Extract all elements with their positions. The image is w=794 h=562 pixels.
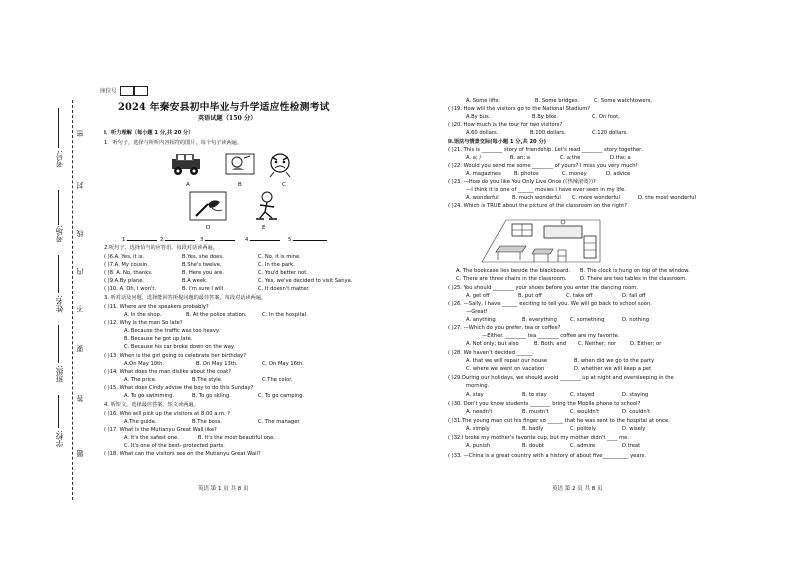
option: D. wisely	[622, 426, 646, 432]
question-32: ( )32.I broke my mother's favorite cup, but my mother didn't ____ me.	[448, 435, 630, 441]
part-instruction: 1．听句子，选择与所听内容相符的图片，每个句子读两遍。	[104, 140, 243, 146]
question-10: ( )10. A. Oh, I won't.	[104, 286, 157, 292]
option: D. There are two tables in the classroom.	[580, 276, 687, 282]
question-14: ( )14. What does the man dislike about the coat?	[104, 369, 231, 375]
part-instruction: 4. 听短文，选择最佳答案。短文读两遍。	[104, 402, 199, 408]
question-8: ( )8. A. No, thanks.	[104, 270, 153, 276]
option: B. mustn't	[522, 409, 549, 415]
question-31: ( )31.The young man cut his finger so ______ that he was sent to the hospital at once.	[448, 418, 670, 424]
class-line	[58, 325, 59, 363]
question-11: ( )11. Where are the speakers probably?	[104, 304, 209, 310]
question-12: ( )12. Why is the man So late?	[104, 320, 183, 326]
answer-blank-3: 3.	[200, 237, 235, 243]
option: A. Not only; but also	[466, 341, 519, 347]
question-26: ( )26. —Sally, I have ______ exciting to tell you. We will go back to school soon.	[448, 301, 652, 307]
option: D. fall off	[622, 293, 646, 299]
option: B.By bike.	[532, 114, 558, 120]
option: D. Either; or	[630, 341, 662, 347]
exam-room-line	[58, 190, 59, 225]
option: C. It doesn't matter.	[258, 286, 310, 292]
option: C. On foot,	[592, 114, 620, 120]
option: C. The manager.	[258, 419, 301, 425]
option: B. At the police station.	[186, 312, 247, 318]
option: B. Because he got up late.	[124, 336, 193, 342]
option: C. There are three chairs in the classroom.	[456, 276, 567, 282]
class-label: 班级:	[55, 365, 64, 383]
option: C. politely	[570, 426, 597, 432]
picture-label: A	[186, 182, 190, 188]
picture-label: B	[238, 182, 242, 188]
option: D. the most wonderful	[638, 195, 696, 201]
question-30: ( )30. Don't you know students ________ bring the Mobile phone to school?	[448, 401, 641, 407]
option: A.On May 10th.	[124, 361, 165, 367]
question-27: ( )27. —Which do you prefer, tea or coffee?	[448, 325, 561, 331]
option: B. everything	[522, 317, 557, 323]
seal-dashed-line	[72, 100, 73, 500]
option: D. couldn't	[622, 409, 651, 415]
question-24: ( )24. Which is TRUE about the picture of the classroom on the right?	[448, 203, 628, 209]
question-16: ( )16. Who will pick up the visitors at 8:00 a.m. ?	[104, 411, 231, 417]
answer-blank-1: 1.	[122, 237, 157, 243]
option: A. a; /	[466, 155, 482, 161]
answer-blank-2: 2.	[160, 237, 195, 243]
seat-number	[100, 86, 148, 96]
question-9: ( )9.A.By plane.	[104, 278, 145, 284]
picture-label: D	[206, 225, 211, 231]
option: D. nothing	[622, 317, 650, 323]
picture-b-sick-person	[222, 150, 258, 178]
seal-char: 答	[76, 395, 84, 402]
option: B.100 dollars.	[530, 130, 566, 136]
option: C. Some watchtowers,	[594, 98, 653, 104]
option: A. To go swimming.	[124, 393, 175, 399]
question-7: ( )7.A. My cousin.	[104, 262, 149, 268]
option: B. when did we go to the party	[574, 358, 655, 364]
option: A. magazines	[466, 171, 501, 177]
option: A. needn't	[466, 409, 493, 415]
school-label: 学校:	[55, 430, 64, 448]
option: B. badly	[522, 426, 544, 432]
answer-blank-4: 4.	[245, 237, 280, 243]
option: B. On May 13th.	[196, 361, 238, 367]
option: C. In the park.	[258, 262, 295, 268]
option: B.A week.	[182, 278, 208, 284]
question-28: ( )28. We haven't decided ______.	[448, 350, 534, 356]
option: B. to stay	[522, 392, 547, 398]
option: B. To go skiing.	[192, 393, 231, 399]
exam-no-line	[58, 108, 59, 148]
option: B. doubt	[522, 443, 544, 449]
question-20: ( )20. How much is the tour for two visitors?	[448, 122, 563, 128]
dialog-line: —Either. ________ tea ________ coffee are my favorite.	[482, 333, 620, 339]
option: C. To go camping.	[258, 393, 305, 399]
option: C. where we went on vacation	[466, 366, 545, 372]
dialog-line: morning.	[466, 383, 490, 389]
option: C. Yes, we've decided to visit Sanya.	[258, 278, 353, 284]
seat-box[interactable]	[120, 86, 134, 96]
option: D.the; a	[610, 155, 631, 161]
option: A. The price.	[124, 377, 157, 383]
seal-char: 要	[76, 345, 84, 352]
option: A. In the shop.	[124, 312, 162, 318]
dialog-line: —Great!	[466, 309, 488, 315]
option: C. Because his car broke down on the way.	[124, 344, 235, 350]
section-heading: I．听力理解（每小题 1 分,共 20 分）	[104, 130, 194, 136]
page-footer: 英语 第 2 页 共 8 页	[552, 486, 603, 492]
option: D. whether we will keep a pet	[574, 366, 652, 372]
picture-label: E	[262, 225, 266, 231]
option: C. admire	[570, 443, 596, 449]
option: B. photos	[514, 171, 539, 177]
option: C. In the hospital.	[262, 312, 308, 318]
option: C. money	[562, 171, 587, 177]
seal-char: 线	[76, 230, 84, 237]
question-23: ( )23. —How do you like You Only Live Once (《热辣滚烫》)?	[448, 179, 596, 185]
question-17: ( )17. What is the Mutianyu Great Wall like?	[104, 427, 217, 433]
option: A. Some lifts.	[466, 98, 501, 104]
seal-char: 不	[76, 305, 84, 312]
option: B.Yes, she does.	[182, 254, 224, 260]
section-heading: II.语法与情景交际(每小题 1 分,共 20 分)	[448, 139, 547, 145]
option: A. that we will repair our house	[466, 358, 548, 364]
option: C.120 dollars.	[592, 130, 628, 136]
option: A. get off	[466, 293, 490, 299]
question-25: ( )25. You should ________ your shoes before you enter the dancing room.	[448, 285, 638, 291]
option: A. stay	[466, 392, 484, 398]
picture-label: C	[282, 182, 286, 188]
binding-margin	[0, 0, 95, 562]
seat-box[interactable]	[134, 86, 148, 96]
dialog-line: —I think it is one of ______ movies I have ever seen in my life.	[466, 187, 626, 193]
option: B. I'm sure I will.	[182, 286, 225, 292]
option: A. simply	[466, 426, 490, 432]
seat-label: 座位号	[100, 88, 117, 95]
option: A. The bookcase lies beside the blackboard.	[456, 268, 571, 274]
option: C. wouldn't	[570, 409, 600, 415]
option: C. a;the	[560, 155, 581, 161]
option: B. Here you are.	[182, 270, 225, 276]
option: D.treat	[622, 443, 641, 449]
seal-char: 密	[76, 130, 84, 137]
option: A.By bus.	[466, 114, 491, 120]
option: A.60 dollars.	[466, 130, 499, 136]
question-22: ( )22. Would you send me some ________ of yours? I miss you very much!	[448, 163, 638, 169]
question-6: ( )6.A. Yes, it is.	[104, 254, 144, 260]
option: B. much wonderful	[512, 195, 561, 201]
page-title: 2024 年秦安县初中毕业与升学适应性检测考试	[118, 102, 330, 113]
picture-a-car	[168, 150, 204, 178]
option: C. take off	[566, 293, 593, 299]
option: D. advice	[606, 171, 631, 177]
part-instruction: 3. 听对话及问题，选择能回答所提问题的最佳答案。每段对话读两遍。	[104, 295, 267, 301]
option: C. more wonderful	[572, 195, 620, 201]
option: A. punish	[466, 443, 491, 449]
option: C.The color.	[262, 377, 293, 383]
seal-char: 内	[76, 268, 84, 275]
option: A. It's the safest one.	[124, 435, 179, 441]
page-footer: 英语 第 1 页 共 8 页	[198, 486, 249, 492]
option: B. The clock is hung on top of the window.	[580, 268, 690, 274]
option: A. anything	[466, 317, 496, 323]
answer-blank-5: 5.	[288, 237, 327, 243]
option: A. Because the traffic was too heavy.	[124, 328, 220, 334]
option: B.The boss.	[192, 419, 223, 425]
classroom-picture	[476, 212, 606, 268]
exam-no-label: 考号:	[55, 150, 64, 168]
name-label: 姓名:	[55, 295, 64, 313]
option: A.The guide.	[124, 419, 157, 425]
question-15: ( )15. What does Cindy advise the boy to do this Sunday?	[104, 385, 254, 391]
page-subtitle: 英语试题（150 分）	[198, 115, 257, 122]
option: B.The style.	[192, 377, 223, 383]
question-13: ( )13. When is the girl going to celebrate her birthday?	[104, 353, 246, 359]
question-21: ( )21. This is ________ story of friendship. Let's read ________ story together.	[448, 147, 643, 153]
question-33: ( )33. —China is a great country with a history of about five__________ years.	[448, 453, 647, 459]
exam-room-label: 考场:	[55, 225, 64, 243]
option: B.She's twelve.	[182, 262, 222, 268]
part-instruction: 2.听句子，选择恰当的应答语。每段对话读两遍。	[104, 245, 218, 251]
option: A. wonderful	[466, 195, 499, 201]
question-19: ( )19. How will the visitors go to the National Stadium?	[448, 106, 591, 112]
school-line	[58, 395, 59, 428]
option: C. You'd better not.	[258, 270, 308, 276]
option: C. No, it is mine.	[258, 254, 301, 260]
option: B. Both; and	[534, 341, 567, 347]
option: B. It's the most beautiful one.	[198, 435, 275, 441]
question-18: ( )18. What can the visitors see on the Mutianyu Great Wall?	[104, 451, 261, 457]
option: C. stayed	[570, 392, 595, 398]
option: B. Some bridges.	[535, 98, 580, 104]
question-29: ( )29.During our holidays, we should avoid ________ up at night and oversleeping in the	[448, 375, 674, 381]
option: B. an; a	[510, 155, 530, 161]
option: D. staying	[622, 392, 649, 398]
option: B. put off	[518, 293, 542, 299]
option: C. something	[570, 317, 605, 323]
option: C. Neither; nor	[578, 341, 617, 347]
picture-e-skating-boy	[250, 190, 284, 222]
seal-char: 封	[76, 182, 84, 189]
option: C. It's one of the best- protected parts.	[124, 443, 225, 449]
name-line	[58, 255, 59, 293]
picture-c-angry-face	[262, 150, 298, 178]
picture-d-brush	[188, 190, 228, 222]
option: C. On May 16th.	[262, 361, 304, 367]
seal-char: 题	[76, 450, 84, 457]
